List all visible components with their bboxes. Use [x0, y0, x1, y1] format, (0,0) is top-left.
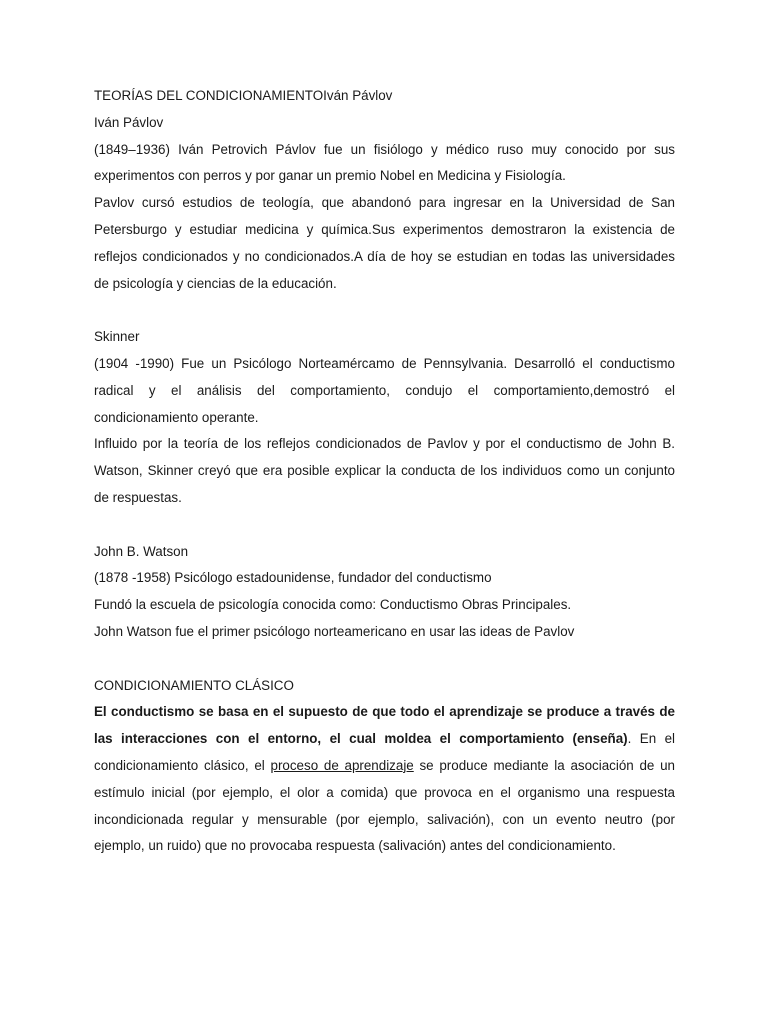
clasico-text-after-bold: . En el condicionamiento clásico, el: [94, 731, 675, 773]
document-title: TEORÍAS DEL CONDICIONAMIENTOIván Pávlov: [94, 88, 393, 103]
spacer: [94, 512, 675, 539]
clasico-paragraph: [94, 699, 675, 860]
pavlov-heading: Iván Pávlov: [94, 114, 164, 130]
spacer: [94, 297, 675, 324]
spacer: [94, 646, 675, 673]
skinner-paragraph-1: (1904 -1990) Fue un Psicólogo Norteamércamo de Pennsylvania. Desarrolló el conductismo radical y el análisis del comportamiento, condujo el comportamiento,demostró el condicionamiento operante.: [94, 355, 675, 425]
watson-heading: John B. Watson: [94, 543, 189, 559]
skinner-paragraph-2: Influido por la teoría de los reflejos condicionados de Pavlov y por el conductismo de John B. Watson, Skinner creyó que era posible explicar la conducta de los individuos como un conjunto de respuestas.: [94, 436, 675, 505]
watson-line-2: Fundó la escuela de psicología conocida como: Conductismo Obras Principales.: [94, 597, 572, 613]
clasico-bold-text: El conductismo se basa en el supuesto de que todo el aprendizaje se produce a través de las interacciones con el entorno, el cual moldea el comportamiento (enseña): [94, 704, 675, 747]
skinner-heading: Skinner: [94, 329, 140, 345]
watson-line-3: John Watson fue el primer psicólogo norteamericano en usar las ideas de Pavlov: [94, 623, 575, 639]
clasico-text-rest: se produce mediante la asociación de un estímulo inicial (por ejemplo, el olor a comida) que provoca en el organismo una respuesta incondicionada regular y mensurable (por ejemplo, salivación), con un evento neutro (por ejemplo, un ruido) que no provocaba respuesta (salivación) antes del condicionamiento.: [94, 757, 675, 854]
pavlov-paragraph-1: (1849–1936) Iván Petrovich Pávlov fue un fisiólogo y médico ruso muy conocido por sus experimentos con perros y por ganar un premio Nobel en Medicina y Fisiología.: [94, 141, 675, 184]
pavlov-paragraph-2: Pavlov cursó estudios de teología, que abandonó para ingresar en la Universidad de San Petersburgo y estudiar medicina y química.Sus experimentos demostraron la existencia de reflejos condicionados y no condicionados.A día de hoy se estudian en todas las universidades de psicología y ciencias de la educación.: [94, 195, 675, 291]
proceso-de-aprendizaje-link[interactable]: proceso de aprendizaje: [270, 757, 414, 773]
clasico-heading: CONDICIONAMIENTO CLÁSICO: [94, 677, 294, 693]
watson-line-1: (1878 -1958) Psicólogo estadounidense, fundador del conductismo: [94, 570, 492, 586]
document-page: [94, 83, 675, 860]
